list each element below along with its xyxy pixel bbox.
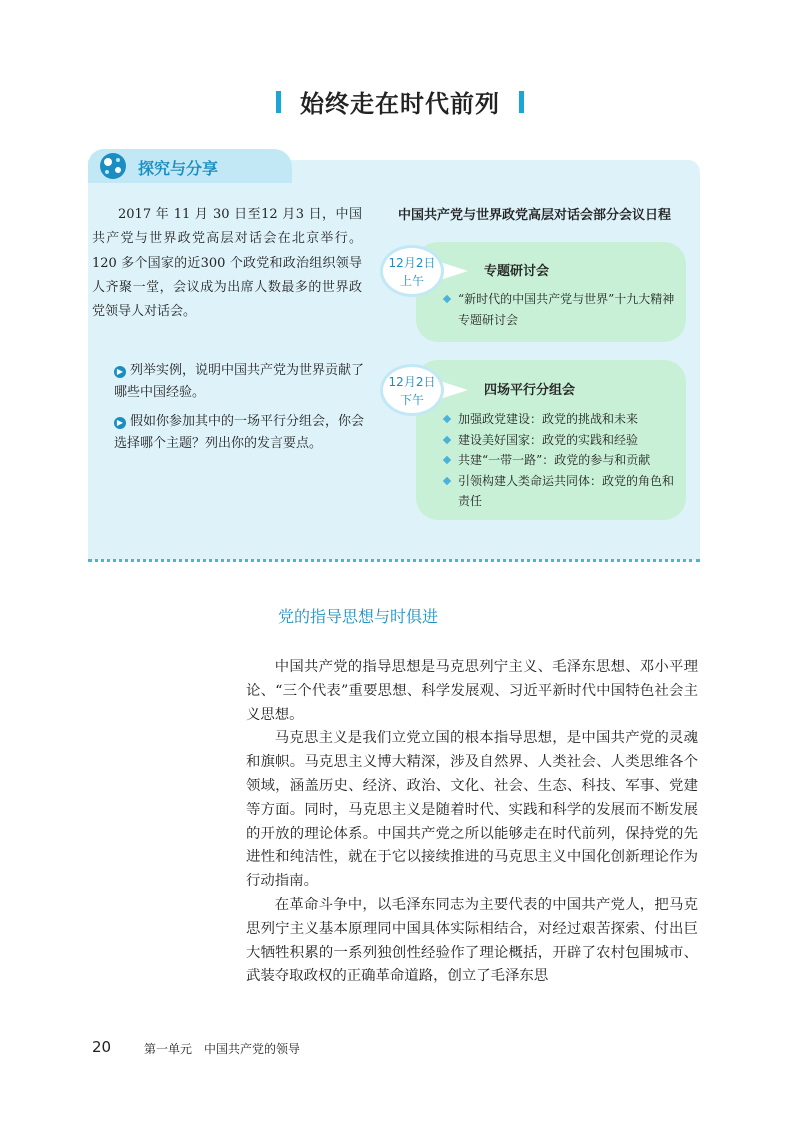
explore-icon bbox=[98, 151, 128, 181]
explore-intro: 2017 年 11 月 30 日至12 月3 日，中国共产党与世界政党高层对话会在北京举行。120 多个国家的近300 个政党和政治组织领导人齐聚一堂，会议成为出席人数最多的世界政党领导人对话会。 bbox=[92, 207, 362, 320]
schedule-title: 中国共产党与世界政党高层对话会部分会议日程 bbox=[398, 208, 672, 223]
page-number: 20 bbox=[92, 1038, 112, 1056]
list-item: 共建“一带一路”：政党的参与和贡献 bbox=[442, 450, 682, 471]
page-title-block bbox=[0, 84, 800, 124]
paragraph: 马克思主义是我们立党立国的根本指导思想，是中国共产党的灵魂和旗帜。马克思主义博大精深，涉及自然界、人类社会、人类思维各个领域，涵盖历史、经济、政治、文化、社会、生态、科技、军事、党建等方面。同时，马克思主义是随着时代、实践和科学的发展而不断发展的开放的理论体系。中国共产党之所以能够走在时代前列，保持党的先进性和纯洁性，就在于它以接续推进的马克思主义中国化创新理论作为行动指南。 bbox=[246, 730, 698, 890]
session-date: 12月2日 bbox=[388, 256, 436, 270]
session-heading: 专题研讨会 bbox=[484, 264, 550, 279]
diamond-bullet-icon bbox=[443, 295, 451, 303]
paragraph: 中国共产党的指导思想是马克思列宁主义、毛泽东思想、邓小平理论、“三个代表”重要思想、科学发展观、习近平新时代中国特色社会主义思想。 bbox=[246, 659, 698, 723]
question-item bbox=[114, 360, 364, 403]
section-heading: 党的指导思想与时俱进 bbox=[278, 607, 439, 626]
diamond-bullet-icon bbox=[443, 456, 451, 464]
title-bar-right bbox=[519, 91, 524, 113]
session-items bbox=[442, 289, 682, 330]
question-item bbox=[114, 411, 364, 454]
explore-tab-label: 探究与分享 bbox=[138, 159, 219, 178]
session-period: 上午 bbox=[399, 274, 424, 288]
diamond-bullet-icon bbox=[443, 415, 451, 423]
diamond-bullet-icon bbox=[443, 476, 451, 484]
footer-unit-text: 第一单元 中国共产党的领导 bbox=[144, 1042, 301, 1056]
diamond-bullet-icon bbox=[443, 435, 451, 443]
list-item: 建设美好国家：政党的实践和经验 bbox=[442, 430, 682, 451]
body-text bbox=[246, 656, 698, 989]
list-item: 加强政党建设：政党的挑战和未来 bbox=[442, 409, 682, 430]
arrow-icon: ▶ bbox=[114, 366, 126, 378]
time-pointer bbox=[440, 381, 468, 399]
page-title: 始终走在时代前列 bbox=[300, 90, 500, 118]
session-date: 12月2日 bbox=[388, 375, 436, 389]
time-pointer bbox=[440, 262, 468, 280]
paragraph: 在革命斗争中，以毛泽东同志为主要代表的中国共产党人，把马克思列宁主义基本原理同中国具体实际相结合，对经过艰苦探索、付出巨大牺牲积累的一系列独创性经验作了理论概括，开辟了农村包围城市、武装夺取政权的正确革命道路，创立了毛泽东思 bbox=[246, 896, 698, 985]
title-bar-left bbox=[276, 91, 281, 113]
session-items bbox=[442, 409, 682, 512]
session-period: 下午 bbox=[399, 393, 424, 407]
session-heading: 四场平行分组会 bbox=[484, 383, 576, 398]
session-time-badge bbox=[380, 364, 444, 416]
question-text: 假如你参加其中的一场平行分组会，你会选择哪个主题？列出你的发言要点。 bbox=[114, 414, 365, 451]
session-time-badge bbox=[380, 245, 444, 297]
list-item: “新时代的中国共产党与世界”十九大精神专题研讨会 bbox=[442, 289, 682, 330]
question-text: 列举实例，说明中国共产党为世界贡献了哪些中国经验。 bbox=[114, 363, 365, 400]
list-item: 引领构建人类命运共同体：政党的角色和责任 bbox=[442, 471, 682, 512]
panel-dotted-divider bbox=[88, 559, 700, 562]
arrow-icon: ▶ bbox=[114, 417, 126, 429]
